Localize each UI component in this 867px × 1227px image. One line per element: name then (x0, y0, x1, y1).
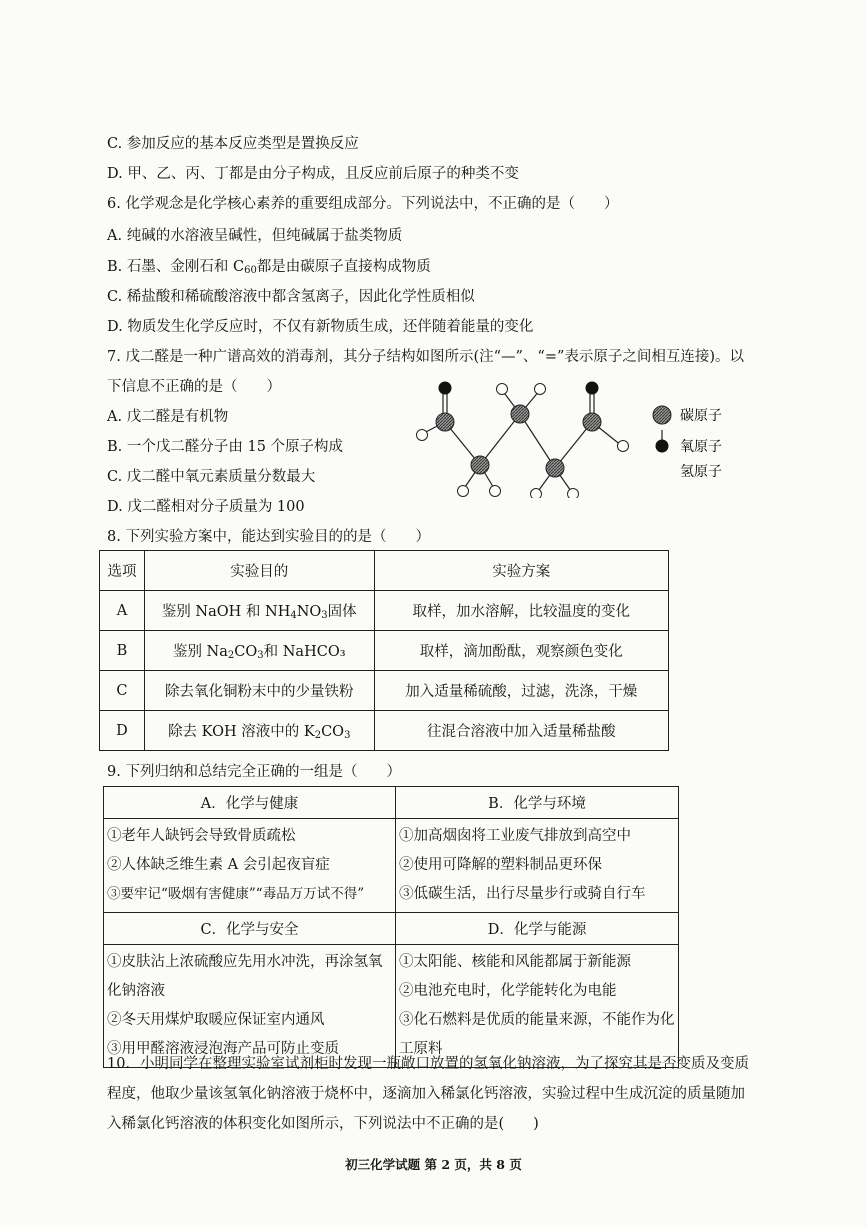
oxygen-atoms (439, 382, 599, 395)
q8-row-plan: 取样，滴加酚酞，观察颜色变化 (374, 631, 668, 671)
list-item: ①老年人缺钙会导致骨质疏松 (107, 828, 296, 844)
prev-option-d: D. 甲、乙、丙、丁都是由分子构成，且反应前后原子的种类不变 (107, 166, 519, 182)
page-footer: 初三化学试题 第 2 页，共 8 页 (345, 1157, 522, 1172)
table-row (100, 711, 669, 751)
prev-option-c: C. 参加反应的基本反应类型是置换反应 (107, 136, 359, 152)
q8-row-option: D (100, 711, 145, 751)
list-item: ②使用可降解的塑料制品更环保 (399, 857, 602, 873)
q8-stem: 8. 下列实验方案中，能达到实验目的的是（ ） (107, 529, 430, 545)
q7-option-b: B. 一个戊二醛分子由 15 个原子构成 (107, 439, 344, 455)
q7-option-d: D. 戊二醛相对分子质量为 100 (107, 499, 305, 515)
q8-row-goal: 除去氧化铜粉末中的少量铁粉 (144, 671, 374, 711)
q8-row-option: A (100, 591, 145, 631)
q8-row-goal: 鉴别 $Na_2CO_3$和 NaHCO₃ (144, 631, 374, 671)
q6-option-d: D. 物质发生化学反应时，不仅有新物质生成，还伴随着能量的变化 (107, 319, 534, 335)
q9-b-content (396, 819, 679, 913)
q8-table (99, 550, 669, 751)
table-row (100, 631, 669, 671)
legend (653, 406, 722, 480)
q8-row-option: B (100, 631, 145, 671)
q8-header-plan: 实验方案 (374, 551, 668, 591)
q9-table (103, 786, 679, 1068)
glutaraldehyde-molecule-diagram (410, 378, 740, 498)
q9-a-content (104, 819, 396, 913)
q8-header-goal: 实验目的 (144, 551, 374, 591)
q8-row-option: C (100, 671, 145, 711)
q8-row-plan: 加入适量稀硫酸，过滤，洗涤，干燥 (374, 671, 668, 711)
q9-b-title: B．化学与环境 (396, 787, 679, 819)
q6-stem: 6. 化学观念是化学核心素养的重要组成部分。下列说法中，不正确的是（ ） (107, 196, 619, 212)
legend-oxygen-icon (656, 440, 669, 453)
q7-option-a: A. 戊二醛是有机物 (107, 409, 229, 425)
list-item: ①太阳能、核能和风能都属于新能源 (399, 954, 631, 970)
list-item: ②冬天用煤炉取暖应保证室内通风 (107, 1012, 325, 1028)
q6-option-a: A. 纯碱的水溶液呈碱性，但纯碱属于盐类物质 (107, 228, 403, 244)
list-item: ②人体缺乏维生素 A 会引起夜盲症 (107, 857, 330, 873)
q9-d-title: D．化学与能源 (396, 913, 679, 945)
list-item: ①皮肤沾上浓硫酸应先用水冲洗，再涂氢氧化钠溶液 (107, 954, 383, 999)
hydrogen-atoms (417, 384, 629, 499)
q7-option-c: C. 戊二醛中氧元素质量分数最大 (107, 469, 316, 485)
q8-row-plan: 往混合溶液中加入适量稀盐酸 (374, 711, 668, 751)
q8-row-goal: 除去 KOH 溶液中的 $K_2CO_3$ (144, 711, 374, 751)
list-item: ③化石燃料是优质的能量来源，不能作为化工原料 (399, 1012, 675, 1057)
q9-a-title: A．化学与健康 (104, 787, 396, 819)
q8-table-header (100, 551, 669, 591)
table-row (100, 671, 669, 711)
list-item: ③用甲醛溶液浸泡海产品可防止变质 (107, 1041, 339, 1057)
table-row (100, 591, 669, 631)
q8-header-option: 选项 (100, 551, 145, 591)
q7-stem-line1: 7. 戊二醛是一种广谱高效的消毒剂，其分子结构如图所示(注“—”、“=”表示原子之间相互连接)。以 (107, 349, 745, 365)
q6-option-c: C. 稀盐酸和稀硫酸溶液中都含氢离子，因此化学性质相似 (107, 289, 475, 305)
q10-stem: 10．小明同学在整理实验室试剂柜时发现一瓶敞口放置的氢氧化钠溶液，为了探究其是否变质及变质程度，他取少量该氢氧化钠溶液于烧杯中，逐滴加入稀氯化钙溶液，实验过程中生成沉淀的质量随加入稀氯化钙溶液的体积变化如图所示，下列说法中不正确的是( ) (107, 1056, 749, 1132)
q6-option-b: B. 石墨、金刚石和 $C_{60}$都是由碳原子直接构成物质 (107, 259, 431, 276)
legend-oxygen-label: 氧原子 (680, 439, 722, 455)
q9-stem: 9. 下列归纳和总结完全正确的一组是（ ） (107, 764, 401, 780)
legend-carbon-label: 碳原子 (680, 408, 722, 424)
q9-c-title: C．化学与安全 (104, 913, 396, 945)
list-item: ②电池充电时，化学能转化为电能 (399, 983, 617, 999)
list-item: ③要牢记“吸烟有害健康”“毒品万万试不得” (107, 886, 365, 902)
legend-hydrogen-label: 氢原子 (680, 464, 722, 480)
list-item: ③低碳生活，出行尽量步行或骑自行车 (399, 886, 646, 902)
legend-carbon-icon (653, 406, 671, 424)
q8-row-goal: 鉴别 NaOH 和 $NH_4NO_3$固体 (144, 591, 374, 631)
q7-stem-line2: 下信息不正确的是（ ） (107, 379, 281, 395)
q8-row-plan: 取样，加水溶解，比较温度的变化 (374, 591, 668, 631)
list-item: ①加高烟囱将工业废气排放到高空中 (399, 828, 631, 844)
